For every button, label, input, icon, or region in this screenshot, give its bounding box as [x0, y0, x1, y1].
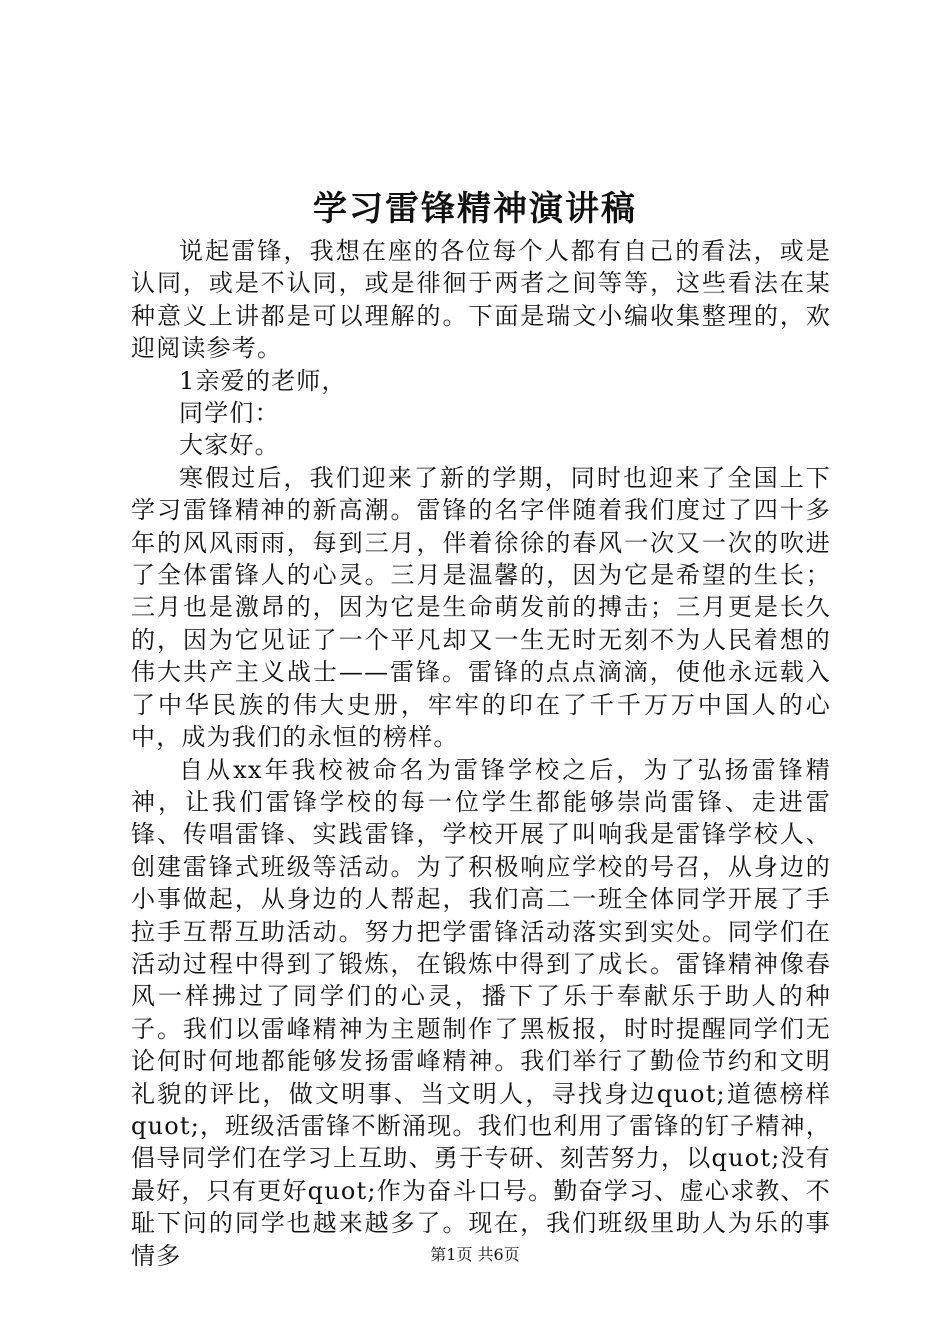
paragraph-greeting: 大家好。	[179, 431, 280, 460]
paragraph-school: 自从xx年我校被命名为雷锋学校之后，为了弘扬雷锋精神，让我们雷锋学校的每一位学生都能够崇尚雷锋、走进雷锋、传唱雷锋、实践雷锋，学校开展了叫响我是雷锋学校人、创建雷锋式班级等活动。为了积极响应学校的号召，从身边的小事做起，从身边的人帮起，我们高二一班全体同学开展了手拉手互帮互助活动。努力把学雷锋活动落实到实处。同学们在活动过程中得到了锻炼，在锻炼中得到了成长。雷锋精神像春风一样拂过了同学们的心灵，播下了乐于奉献乐于助人的种子。我们以雷峰精神为主题制作了黑板报，时时提醒同学们无论何时何地都能够发扬雷峰精神。我们举行了勤俭节约和文明礼貌的评比，做文明事、当文明人，寻找身边quot;道德榜样quot;，班级活雷锋不断涌现。我们也利用了雷锋的钉子精神，倡导同学们在学习上互助、勇于专研、刻苦努力，以quot;没有最好，只有更好quot;作为奋斗口号。勤奋学习、虚心求教、不耻下问的同学也越来越多了。现在，我们班级里助人为乐的事情多	[131, 755, 831, 1270]
page-title: 学习雷锋精神演讲稿	[313, 189, 637, 229]
paragraph-intro: 说起雷锋，我想在座的各位每个人都有自己的看法，或是认同，或是不认同，或是徘徊于两者之间等等，这些看法在某种意义上讲都是可以理解的。下面是瑞文小编收集整理的，欢迎阅读参考。	[131, 237, 831, 363]
document-body	[131, 235, 831, 1272]
paragraph-salutation: 1亲爱的老师，	[179, 366, 347, 395]
page-footer: 第1页 共6页	[430, 1245, 520, 1264]
paragraph-spring: 寒假过后，我们迎来了新的学期，同时也迎来了全国上下学习雷锋精神的新高潮。雷锋的名字伴随着我们度过了四十多年的风风雨雨，每到三月，伴着徐徐的春风一次又一次的吹进了全体雷锋人的心灵。三月是温馨的，因为它是希望的生长；三月也是激昂的，因为它是生命萌发前的搏击；三月更是长久的，因为它见证了一个平凡却又一生无时无刻不为人民着想的伟大共产主义战士——雷锋。雷锋的点点滴滴，使他永远载入了中华民族的伟大史册，牢牢的印在了千千万万中国人的心中，成为我们的永恒的榜样。	[131, 463, 831, 752]
paragraph-students: 同学们：	[179, 399, 280, 428]
